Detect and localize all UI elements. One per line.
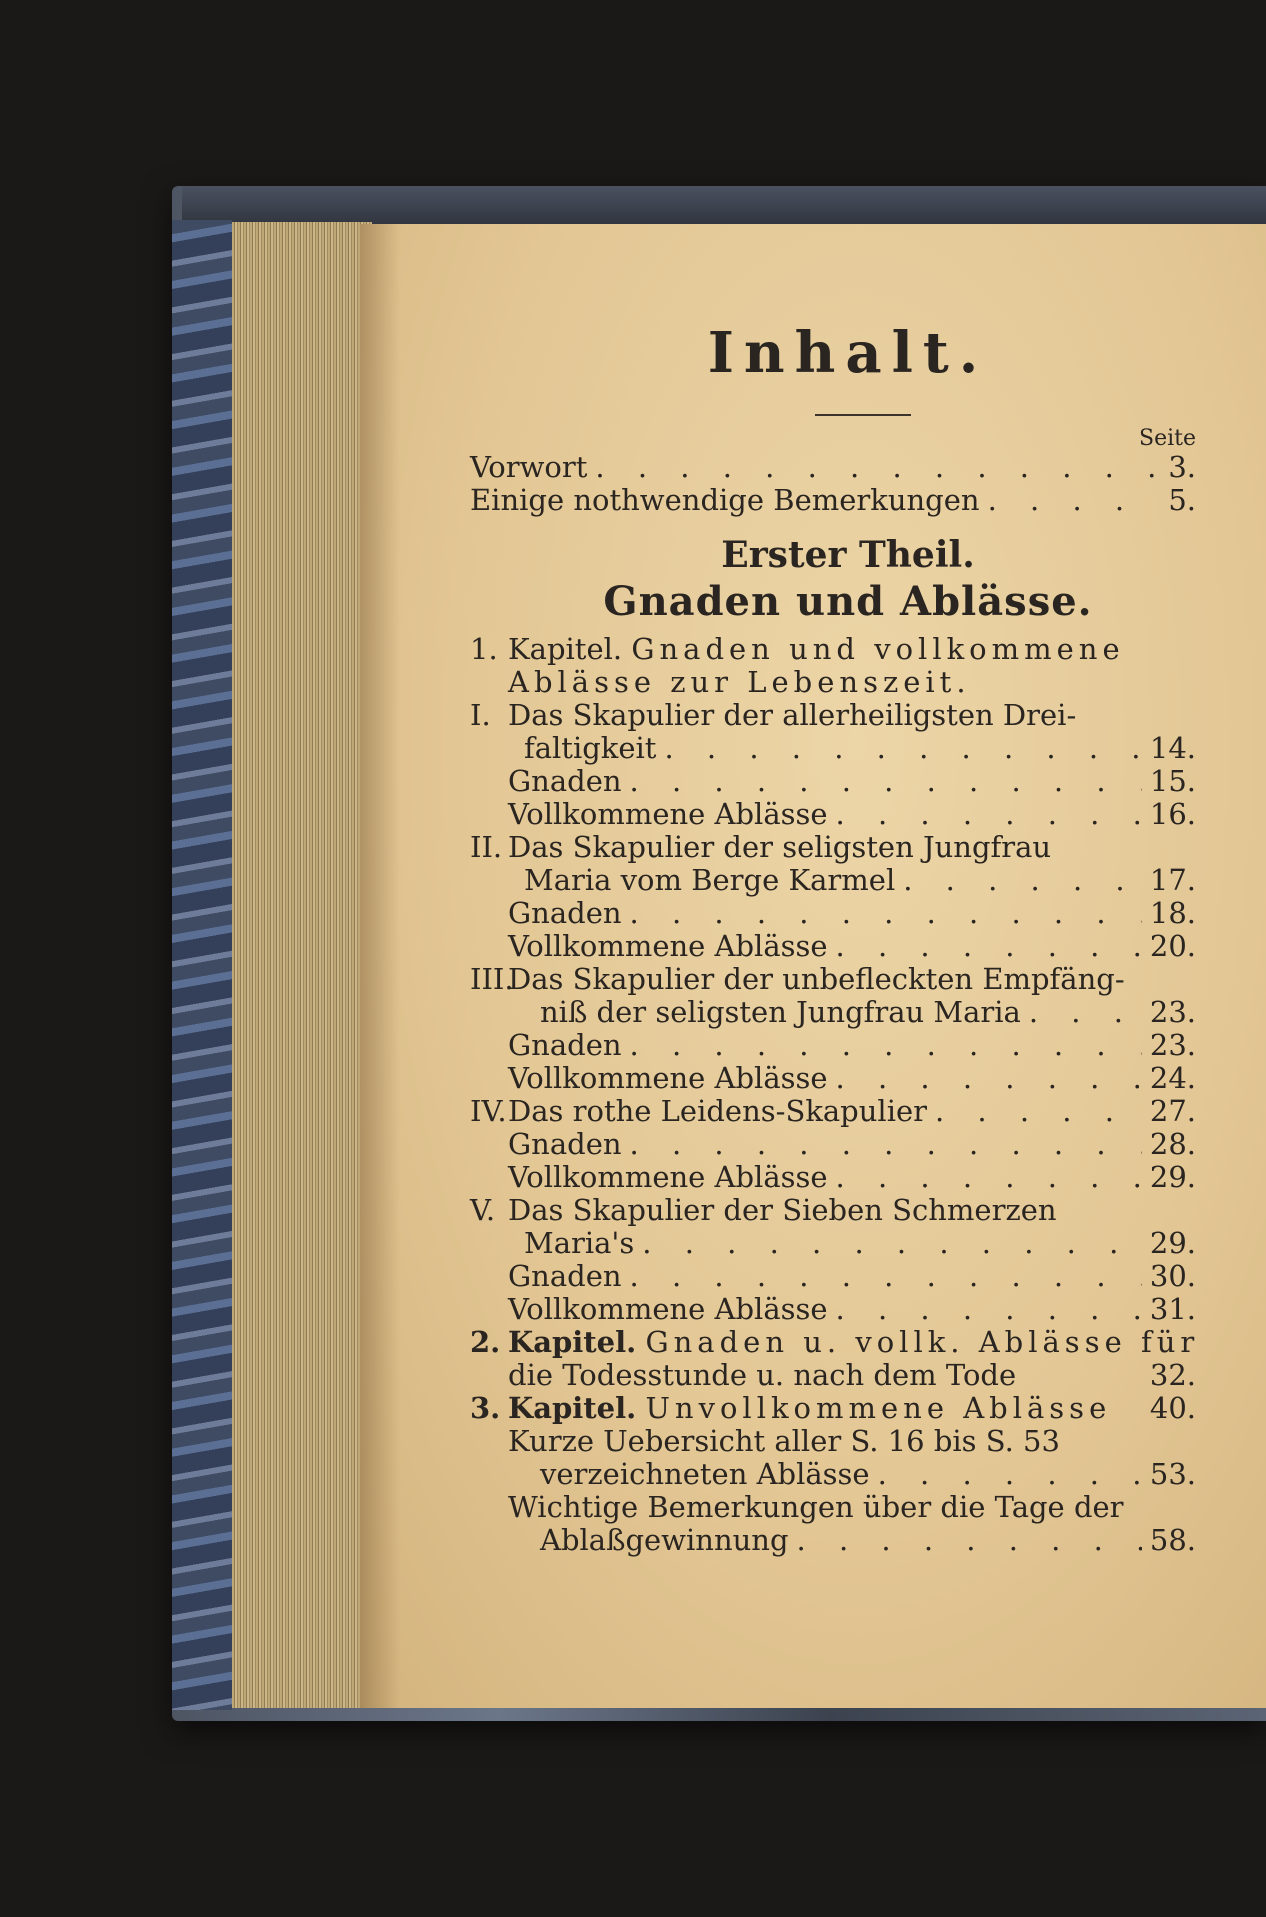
toc-entry: Gnaden . . . 18. [470,897,1196,930]
section-heading: V. Das Skapulier der Sieben Schmerzen [470,1193,1057,1227]
toc-entry: Vollkommene Ablässe . . . 24. [470,1062,1196,1095]
section-heading: I. Das Skapulier der allerheiligsten Drei- [470,698,1077,732]
toc-entry: Gnaden . . . 28. [470,1128,1196,1161]
toc-entry: IV.Das rothe Leidens-Skapulier . . . 27. [470,1095,1196,1128]
toc-entry: Gnaden . . . 23. [470,1029,1196,1062]
toc-entry: Maria's . . . 29. [470,1227,1196,1260]
toc-entry: Vollkommene Ablässe . . . 31. [470,1293,1196,1326]
part-heading: Erster Theil. [721,534,975,576]
toc-entry: niß der seligsten Jungfrau Maria . . . 23. [470,996,1196,1029]
toc-entry: faltigkeit . . . 14. [470,732,1196,765]
title-rule [815,414,911,416]
part-subheading: Gnaden und Ablässe. [603,578,1093,625]
chapter-3-heading: 3. Kapitel. Unvollkommene Ablässe 40. [470,1391,1196,1425]
marbled-spine [172,220,232,1710]
toc-entry-heading: Kurze Uebersicht aller S. 16 bis S. 53 [508,1424,1060,1458]
chapter-1-heading: 1. Kapitel. Gnaden und vollkommene [470,632,1125,666]
toc-entry-bemerkungen: Einige nothwendige Bemerkungen . . . 5. [470,484,1196,517]
page-title: Inhalt. [707,320,989,386]
page-edges [232,222,372,1708]
toc-entry: Vollkommene Ablässe . . . 16. [470,798,1196,831]
toc-entry: Gnaden . . . 30. [470,1260,1196,1293]
section-heading: III.Das Skapulier der unbefleckten Empfäng- [470,962,1125,996]
chapter-2-heading: 2. Kapitel. Gnaden u. vollk. Ablässe für [470,1325,1200,1359]
toc-entry: Gnaden . . . 15. [470,765,1196,798]
toc-entry: Ablaßgewinnung . . . 58. [470,1524,1196,1557]
toc-entry-heading: Wichtige Bemerkungen über die Tage der [508,1490,1124,1524]
toc-entry: die Todesstunde u. nach dem Tode 32. [508,1358,1196,1392]
seite-label: Seite [1139,426,1196,451]
toc-entry: Vollkommene Ablässe . . . 29. [470,1161,1196,1194]
table-of-contents [470,320,1200,1557]
toc-entry: Vollkommene Ablässe . . . 20. [470,930,1196,963]
section-heading: II. Das Skapulier der seligsten Jungfrau [470,830,1052,864]
toc-entry: Maria vom Berge Karmel . . . 17. [470,864,1196,897]
toc-entry: verzeichneten Ablässe . . . 53. [470,1458,1196,1491]
toc-entry-vorwort: Vorwort . . . 3. [470,451,1196,484]
chapter-1-subline: Ablässe zur Lebenszeit. [508,665,971,699]
